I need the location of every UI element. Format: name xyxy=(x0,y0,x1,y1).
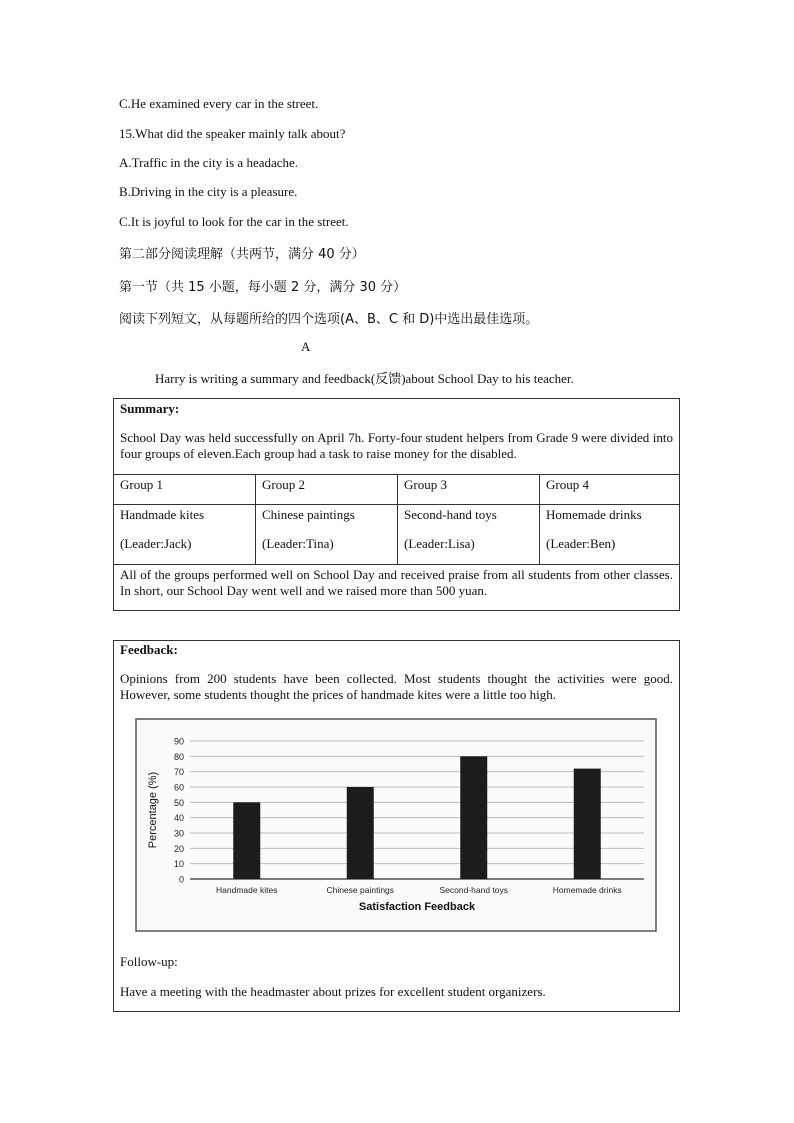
followup-label: Follow-up: xyxy=(120,954,178,969)
bar-homemade-drinks xyxy=(574,769,601,879)
y-tick-label: 50 xyxy=(173,797,184,808)
x-tick-label: Handmade kites xyxy=(216,885,278,895)
table-column-divider xyxy=(539,474,540,564)
summary-text: School Day was held successfully on April 7h. Forty-four student helpers from Grade 9 were divided into four groups of eleven.Each group had a task to raise money for the disabled. xyxy=(120,430,673,461)
satisfaction-chart xyxy=(134,717,660,935)
y-tick-label: 30 xyxy=(173,828,184,839)
bar-second-hand-toys xyxy=(460,756,487,879)
question-15-option-c: C.It is joyful to look for the car in the street. xyxy=(119,214,349,229)
y-tick-label: 80 xyxy=(173,751,184,762)
option-c-q14: C.He examined every car in the street. xyxy=(119,96,319,111)
reading-instruction: 阅读下列短文，从每题所给的四个选项(A、B、C 和 D)中选出最佳选项。 xyxy=(119,312,539,327)
x-tick-label: Homemade drinks xyxy=(552,885,622,895)
y-tick-label: 60 xyxy=(173,782,184,793)
y-tick-label: 0 xyxy=(178,874,184,885)
group-2-activity: Chinese paintings xyxy=(262,507,355,522)
question-15-option-a: A.Traffic in the city is a headache. xyxy=(119,155,299,170)
y-tick-label: 20 xyxy=(173,843,184,854)
x-axis-label: Satisfaction Feedback xyxy=(358,901,476,913)
question-15-option-b: B.Driving in the city is a pleasure. xyxy=(119,184,298,199)
question-15: 15.What did the speaker mainly talk about? xyxy=(119,126,346,141)
x-tick-label: Chinese paintings xyxy=(326,885,395,895)
table-column-divider xyxy=(255,474,256,564)
y-tick-label: 10 xyxy=(173,859,184,870)
feedback-heading: Feedback: xyxy=(120,642,178,657)
group-1-activity: Handmade kites xyxy=(120,507,205,522)
group-1-leader: (Leader:Jack) xyxy=(120,536,192,551)
group-3-name: Group 3 xyxy=(404,477,447,492)
part-two-heading: 第二部分阅读理解（共两节，满分 40 分） xyxy=(119,247,365,262)
y-tick-label: 40 xyxy=(173,813,184,824)
satisfaction-chart-svg xyxy=(134,717,660,935)
y-tick-label: 70 xyxy=(173,767,184,778)
group-2-leader: (Leader:Tina) xyxy=(262,536,334,551)
table-divider xyxy=(114,564,679,565)
group-4-leader: (Leader:Ben) xyxy=(546,536,616,551)
summary-box xyxy=(113,398,680,611)
section-one-heading: 第一节（共 15 小题，每小题 2 分，满分 30 分） xyxy=(119,280,407,295)
group-4-activity: Homemade drinks xyxy=(546,507,642,522)
bar-chinese-paintings xyxy=(347,787,374,879)
summary-closing: All of the groups performed well on School Day and received praise from all students from other classes. In short, our School Day went well and we raised more than 500 yuan. xyxy=(120,567,673,598)
y-axis-label: Percentage (%) xyxy=(147,771,159,849)
group-3-activity: Second-hand toys xyxy=(404,507,497,522)
group-4-name: Group 4 xyxy=(546,477,589,492)
passage-label: A xyxy=(301,339,311,354)
passage-intro: Harry is writing a summary and feedback(反馈)about School Day to his teacher. xyxy=(155,371,574,386)
x-tick-label: Second-hand toys xyxy=(439,885,509,895)
table-column-divider xyxy=(397,474,398,564)
followup-text: Have a meeting with the headmaster about prizes for excellent student organizers. xyxy=(120,984,546,999)
group-2-name: Group 2 xyxy=(262,477,305,492)
summary-heading: Summary: xyxy=(120,401,180,416)
bar-handmade-kites xyxy=(233,802,260,879)
group-3-leader: (Leader:Lisa) xyxy=(404,536,475,551)
y-tick-label: 90 xyxy=(173,736,184,747)
feedback-box xyxy=(113,640,680,1012)
feedback-text: Opinions from 200 students have been collected. Most students thought the activities were good. However, some students thought the prices of handmade kites were a little too high. xyxy=(120,671,673,702)
group-1-name: Group 1 xyxy=(120,477,163,492)
